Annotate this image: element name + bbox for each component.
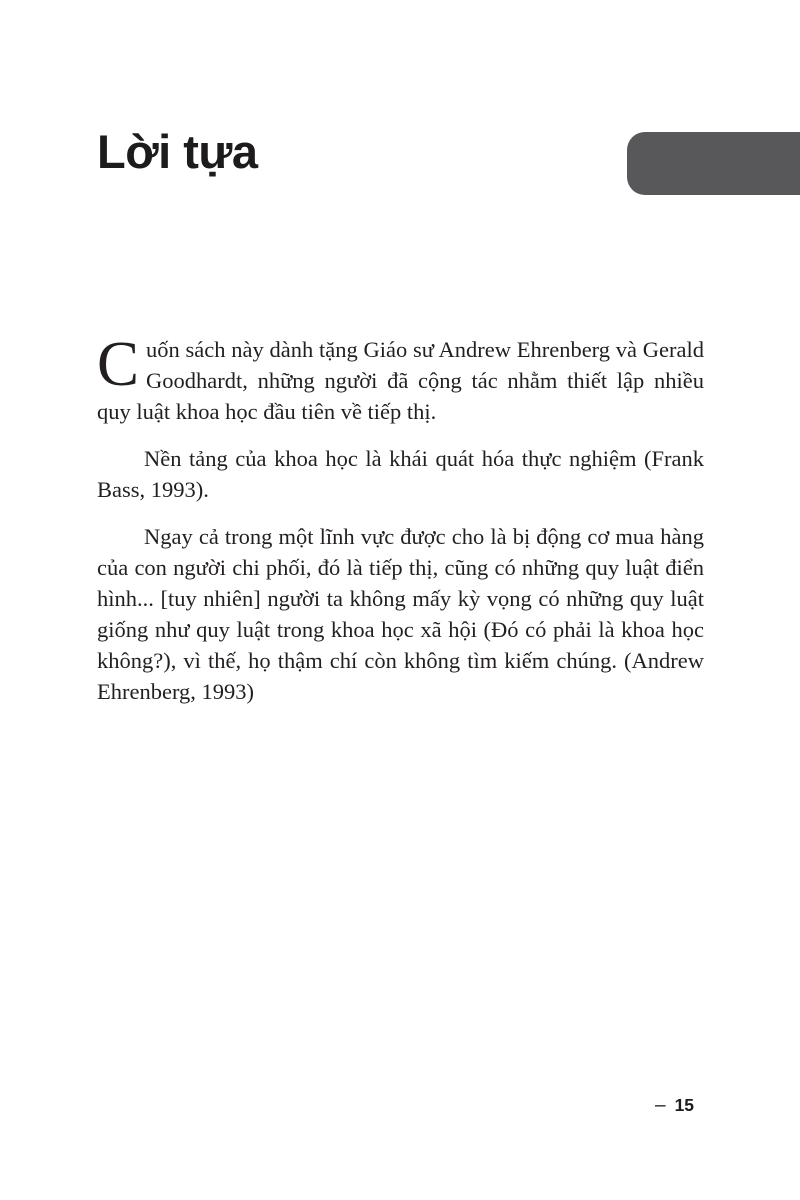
paragraph-quote-bass: Nền tảng của khoa học là khái quát hóa thực nghiệm (Frank Bass, 1993).: [97, 446, 704, 502]
page-footer: [655, 1096, 694, 1115]
paragraph-text: uốn sách này dành tặng Giáo sư Andrew Ehrenberg và Gerald Goodhardt, những người đã cộng tác nhằm thiết lập nhiều quy luật khoa học đầu tiên về tiếp thị.: [97, 337, 704, 424]
chapter-corner-tab: [627, 132, 800, 195]
page-number: 15: [674, 1094, 695, 1115]
drop-cap: C: [97, 329, 140, 399]
page-body: [97, 329, 704, 723]
page-number-dash: –: [655, 1095, 666, 1116]
chapter-title: Lời tựa: [97, 125, 258, 178]
paragraph-quote-ehrenberg: Ngay cả trong một lĩnh vực được cho là bị động cơ mua hàng của con người chi phối, đó là tiếp thị, cũng có những quy luật điển hình... [tuy nhiên] người ta không mấy kỳ vọng có những quy luật giống như quy luật trong khoa học xã hội (Đó có phải là khoa học không?), vì thế, họ thậm chí còn không tìm kiếm chúng. (Andrew Ehrenberg, 1993): [97, 524, 704, 704]
paragraph-dedication: [97, 329, 704, 427]
